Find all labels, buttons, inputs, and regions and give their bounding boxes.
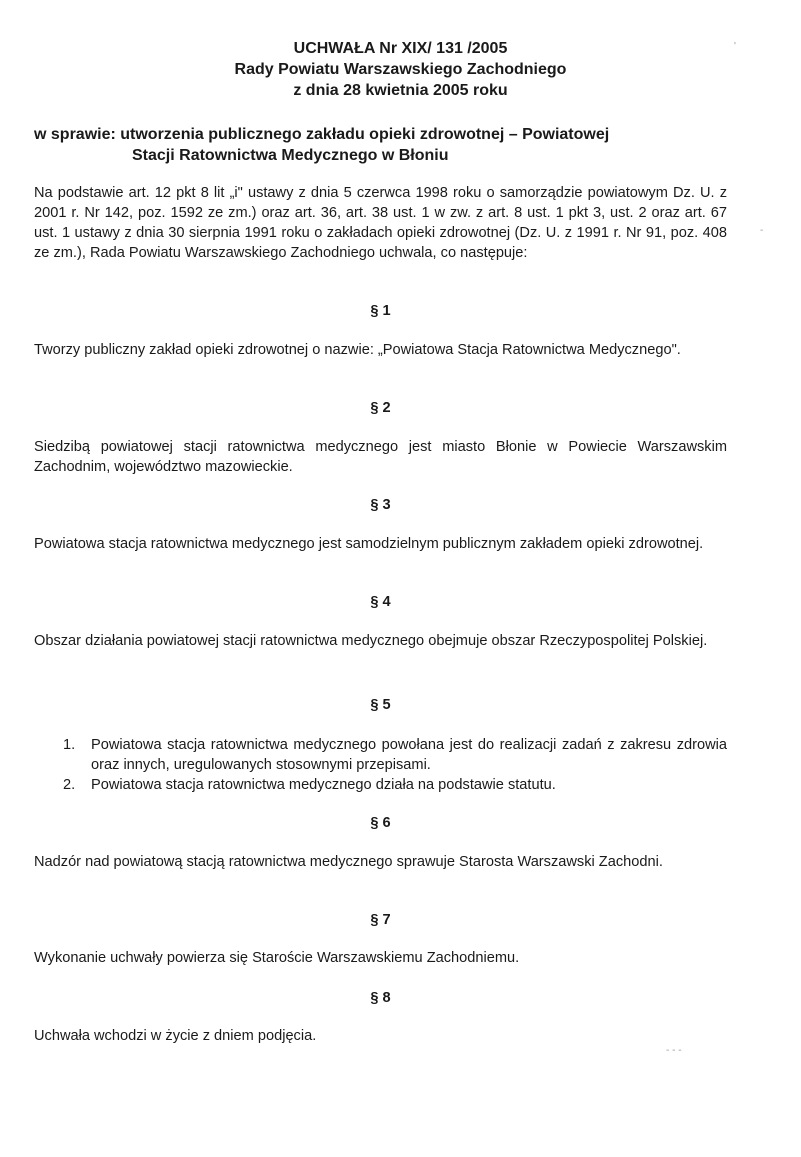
- scan-speck: ': [734, 41, 736, 52]
- resolution-subject: [34, 124, 774, 166]
- section-2-heading: § 2: [370, 400, 391, 416]
- resolution-date: z dnia 28 kwietnia 2005 roku: [293, 82, 508, 99]
- section-5-heading: § 5: [370, 697, 391, 713]
- resolution-header: [0, 38, 801, 101]
- section-5-list: [34, 735, 727, 795]
- subject-line-2: Stacji Ratownictwa Medycznego w Błoniu: [132, 147, 449, 164]
- section-3-heading: § 3: [370, 497, 391, 513]
- scan-speck: - - -: [666, 1045, 682, 1056]
- list-item-number: 2.: [63, 777, 76, 793]
- section-3-text: Powiatowa stacja ratownictwa medycznego jest samodzielnym publicznym zakładem opieki zdrowotnej.: [34, 536, 704, 552]
- scan-speck: -: [760, 225, 764, 236]
- resolution-number: UCHWAŁA Nr XIX/ 131 /2005: [293, 40, 508, 57]
- list-item-text: Powiatowa stacja ratownictwa medycznego działa na podstawie statutu.: [91, 777, 556, 793]
- section-1-heading: § 1: [370, 303, 391, 319]
- list-item: [34, 775, 727, 795]
- section-8-text: Uchwała wchodzi w życie z dniem podjęcia.: [34, 1028, 317, 1044]
- section-4-text: Obszar działania powiatowej stacji ratownictwa medycznego obejmuje obszar Rzeczypospolitej Polskiej.: [34, 633, 708, 649]
- section-6-text: Nadzór nad powiatową stacją ratownictwa medycznego sprawuje Starosta Warszawski Zachodni.: [34, 854, 663, 870]
- resolution-issuer: Rady Powiatu Warszawskiego Zachodniego: [234, 61, 567, 78]
- preamble: Na podstawie art. 12 pkt 8 lit „i" ustawy z dnia 5 czerwca 1998 roku o samorządzie powiatowym Dz. U. z 2001 r. Nr 142, poz. 1592 ze zm.) oraz art. 36, art. 38 ust. 1 w zw. z art. 8 ust. 1 pkt 3, ust. 2 oraz art. 67 ust. 1 ustawy z dnia 30 sierpnia 1991 roku o zakładach opieki zdrowotnej (Dz. U. z 1991 r. Nr 91, poz. 408 ze zm.), Rada Powiatu Warszawskiego Zachodniego uchwala, co następuje:: [34, 185, 727, 261]
- section-7-text: Wykonanie uchwały powierza się Staroście Warszawskiemu Zachodniemu.: [34, 950, 520, 966]
- section-4-heading: § 4: [370, 594, 391, 610]
- section-8-heading: § 8: [370, 990, 391, 1006]
- section-7-heading: § 7: [370, 912, 391, 928]
- list-item: [34, 735, 727, 775]
- section-6-heading: § 6: [370, 815, 391, 831]
- list-item-text: Powiatowa stacja ratownictwa medycznego powołana jest do realizacji zadań z zakresu zdrowia oraz innych, uregulowanych stosownymi przepisami.: [91, 737, 727, 773]
- section-1-text: Tworzy publiczny zakład opieki zdrowotnej o nazwie: „Powiatowa Stacja Ratownictwa Medycznego".: [34, 342, 681, 358]
- list-item-number: 1.: [63, 737, 76, 753]
- section-2-text: Siedzibą powiatowej stacji ratownictwa medycznego jest miasto Błonie w Powiecie Warszawskim Zachodnim, województwo mazowieckie.: [34, 439, 727, 475]
- subject-line-1: w sprawie: utworzenia publicznego zakładu opieki zdrowotnej – Powiatowej: [34, 126, 610, 143]
